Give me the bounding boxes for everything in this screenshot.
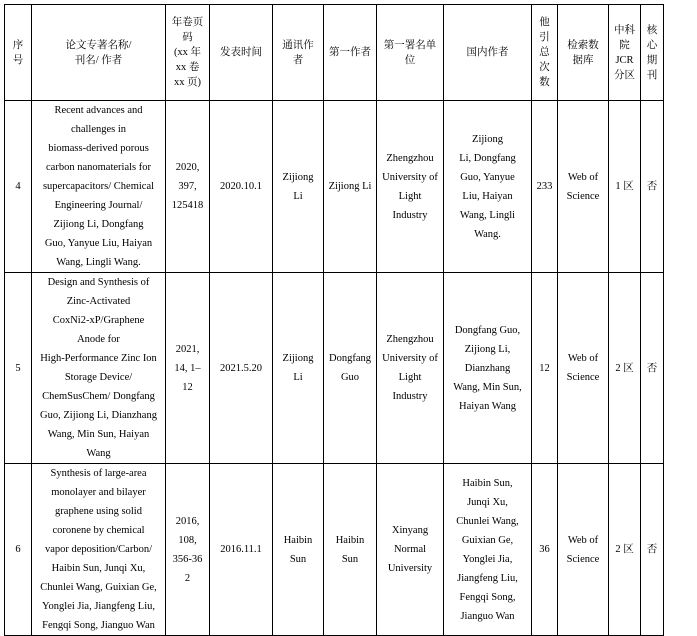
header-volume: 年卷页 码 (xx 年 xx 卷 xx 页): [166, 5, 210, 101]
cell-database: Web of Science: [558, 273, 609, 464]
cell-citations: 12: [532, 273, 558, 464]
header-zone: 中科 院 JCR 分区: [609, 5, 641, 101]
header-title: 论文专著名称/ 刊名/ 作者: [32, 5, 166, 101]
cell-volume: 2016, 108, 356-36 2: [166, 464, 210, 636]
publication-table: [4, 4, 664, 636]
cell-title: Recent advances and challenges in biomass-derived porous carbon nanomaterials for supercapacitors/ Chemical Engineering Journal/ Zijiong Li, Dongfang Guo, Yanyue Liu, Haiyan Wang, Lingli Wang.: [32, 101, 166, 273]
cell-no: 4: [5, 101, 32, 273]
cell-zone: 2 区: [609, 273, 641, 464]
cell-domestic-authors: Haibin Sun, Junqi Xu, Chunlei Wang, Guixian Ge, Yonglei Jia, Jiangfeng Liu, Fengqi Song, Jianguo Wan: [444, 464, 532, 636]
cell-first-author: Zijiong Li: [324, 101, 377, 273]
cell-database: Web of Science: [558, 101, 609, 273]
cell-corresponding: Zijiong Li: [273, 101, 324, 273]
cell-zone: 1 区: [609, 101, 641, 273]
cell-domestic-authors: Zijiong Li, Dongfang Guo, Yanyue Liu, Haiyan Wang, Lingli Wang.: [444, 101, 532, 273]
cell-affiliation: Xinyang Normal University: [377, 464, 444, 636]
header-no: 序 号: [5, 5, 32, 101]
cell-domestic-authors: Dongfang Guo, Zijiong Li, Dianzhang Wang, Min Sun, Haiyan Wang: [444, 273, 532, 464]
cell-zone: 2 区: [609, 464, 641, 636]
table-row: [5, 464, 664, 636]
cell-date: 2020.10.1: [210, 101, 273, 273]
cell-title: Synthesis of large-area monolayer and bilayer graphene using solid coronene by chemical vapor deposition/Carbon/ Haibin Sun, Junqi Xu, Chunlei Wang, Guixian Ge, Yonglei Jia, Jiangfeng Liu, Fengqi Song, Jianguo Wan: [32, 464, 166, 636]
header-domestic-authors: 国内作者: [444, 5, 532, 101]
table-row: [5, 273, 664, 464]
header-row: [5, 5, 664, 101]
cell-date: 2016.11.1: [210, 464, 273, 636]
cell-affiliation: Zhengzhou University of Light Industry: [377, 101, 444, 273]
cell-first-author: Dongfang Guo: [324, 273, 377, 464]
cell-citations: 36: [532, 464, 558, 636]
cell-citations: 233: [532, 101, 558, 273]
cell-no: 5: [5, 273, 32, 464]
header-corresponding: 通讯作 者: [273, 5, 324, 101]
cell-corresponding: Haibin Sun: [273, 464, 324, 636]
header-citations: 他 引 总 次 数: [532, 5, 558, 101]
cell-volume: 2020, 397, 125418: [166, 101, 210, 273]
cell-database: Web of Science: [558, 464, 609, 636]
cell-volume: 2021, 14, 1– 12: [166, 273, 210, 464]
header-affiliation: 第一署名单 位: [377, 5, 444, 101]
cell-core: 否: [641, 273, 664, 464]
table-row: [5, 101, 664, 273]
header-core: 核 心 期 刊: [641, 5, 664, 101]
header-first-author: 第一作者: [324, 5, 377, 101]
cell-no: 6: [5, 464, 32, 636]
header-date: 发表时间: [210, 5, 273, 101]
cell-core: 否: [641, 101, 664, 273]
cell-date: 2021.5.20: [210, 273, 273, 464]
cell-first-author: Haibin Sun: [324, 464, 377, 636]
cell-affiliation: Zhengzhou University of Light Industry: [377, 273, 444, 464]
header-database: 检索数 据库: [558, 5, 609, 101]
cell-core: 否: [641, 464, 664, 636]
cell-corresponding: Zijiong Li: [273, 273, 324, 464]
cell-title: Design and Synthesis of Zinc-Activated CoxNi2-xP/Graphene Anode for High-Performance Zinc Ion Storage Device/ ChemSusChem/ Dongfang Guo, Zijiong Li, Dianzhang Wang, Min Sun, Haiyan Wang: [32, 273, 166, 464]
